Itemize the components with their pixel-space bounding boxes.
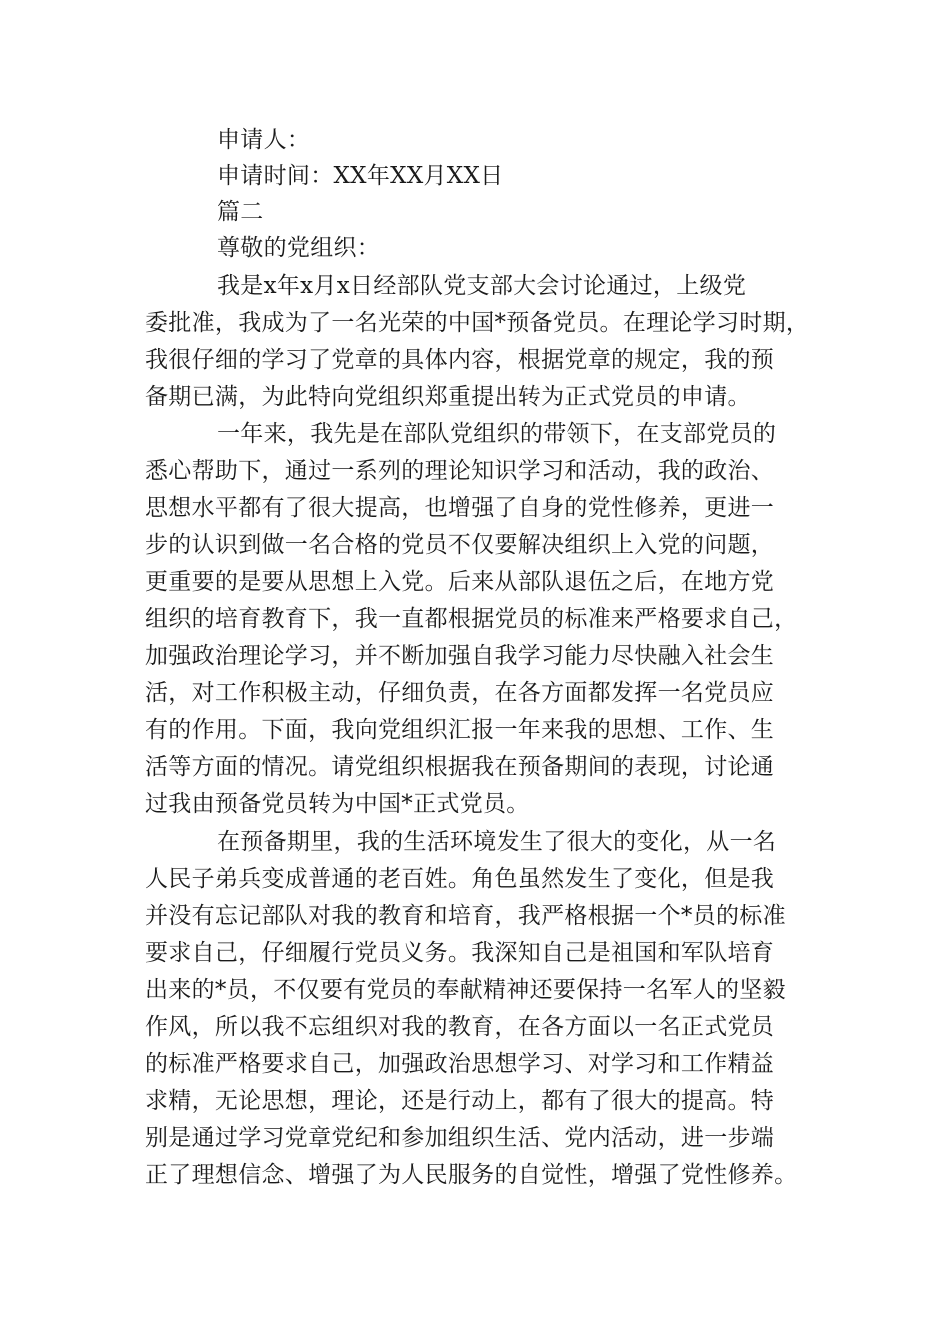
paragraph-line: 出来的*员，不仅要有党员的奉献精神还要保持一名军人的坚毅 xyxy=(145,977,786,1003)
salutation: 尊敬的党组织： xyxy=(217,235,381,261)
section-title: 篇二 xyxy=(217,199,264,225)
application-date: 申请时间：XX年XX月XX日 xyxy=(217,163,504,189)
paragraph-line: 加强政治理论学习，并不断加强自我学习能力尽快融入社会生 xyxy=(145,643,775,669)
paragraph-line: 组织的培育教育下，我一直都根据党员的标准来严格要求自己， xyxy=(145,606,798,632)
paragraph-line: 我很仔细的学习了党章的具体内容，根据党章的规定，我的预 xyxy=(145,347,775,373)
paragraph-line: 一年来，我先是在部队党组织的带领下，在支部党员的 xyxy=(217,421,777,447)
paragraph-line: 人民子弟兵变成普通的老百姓。角色虽然发生了变化，但是我 xyxy=(145,866,775,892)
paragraph-line: 作风，所以我不忘组织对我的教育，在各方面以一名正式党员 xyxy=(145,1014,775,1040)
paragraph-line: 求精，无论思想，理论，还是行动上，都有了很大的提高。特 xyxy=(145,1088,775,1114)
paragraph-line: 委批准，我成为了一名光荣的中国*预备党员。在理论学习时期， xyxy=(145,310,810,336)
paragraph-line: 并没有忘记部队对我的教育和培育，我严格根据一个*员的标准 xyxy=(145,903,786,929)
applicant-label: 申请人： xyxy=(217,127,311,153)
paragraph-line: 有的作用。下面，我向党组织汇报一年来我的思想、工作、生 xyxy=(145,717,775,743)
paragraph-line: 在预备期里，我的生活环境发生了很大的变化，从一名 xyxy=(217,829,777,855)
paragraph-line: 备期已满，为此特向党组织郑重提出转为正式党员的申请。 xyxy=(145,384,751,410)
paragraph-line: 活，对工作积极主动，仔细负责，在各方面都发挥一名党员应 xyxy=(145,680,775,706)
paragraph-line: 过我由预备党员转为中国*正式党员。 xyxy=(145,791,530,817)
paragraph-line: 正了理想信念、增强了为人民服务的自觉性，增强了党性修养。 xyxy=(145,1162,798,1188)
paragraph-line: 要求自己，仔细履行党员义务。我深知自己是祖国和军队培育 xyxy=(145,940,775,966)
paragraph-line: 更重要的是要从思想上入党。后来从部队退伍之后，在地方党 xyxy=(145,569,775,595)
paragraph-line: 我是x年x月x日经部队党支部大会讨论通过，上级党 xyxy=(217,273,747,299)
paragraph-line: 思想水平都有了很大提高，也增强了自身的党性修养，更进一 xyxy=(145,495,775,521)
paragraph-line: 活等方面的情况。请党组织根据我在预备期间的表现，讨论通 xyxy=(145,754,775,780)
paragraph-line: 的标准严格要求自己，加强政治思想学习、对学习和工作精益 xyxy=(145,1051,775,1077)
paragraph-line: 别是通过学习党章党纪和参加组织生活、党内活动，进一步端 xyxy=(145,1125,775,1151)
paragraph-line: 悉心帮助下，通过一系列的理论知识学习和活动，我的政治、 xyxy=(145,458,775,484)
paragraph-line: 步的认识到做一名合格的党员不仅要解决组织上入党的问题， xyxy=(145,532,775,558)
